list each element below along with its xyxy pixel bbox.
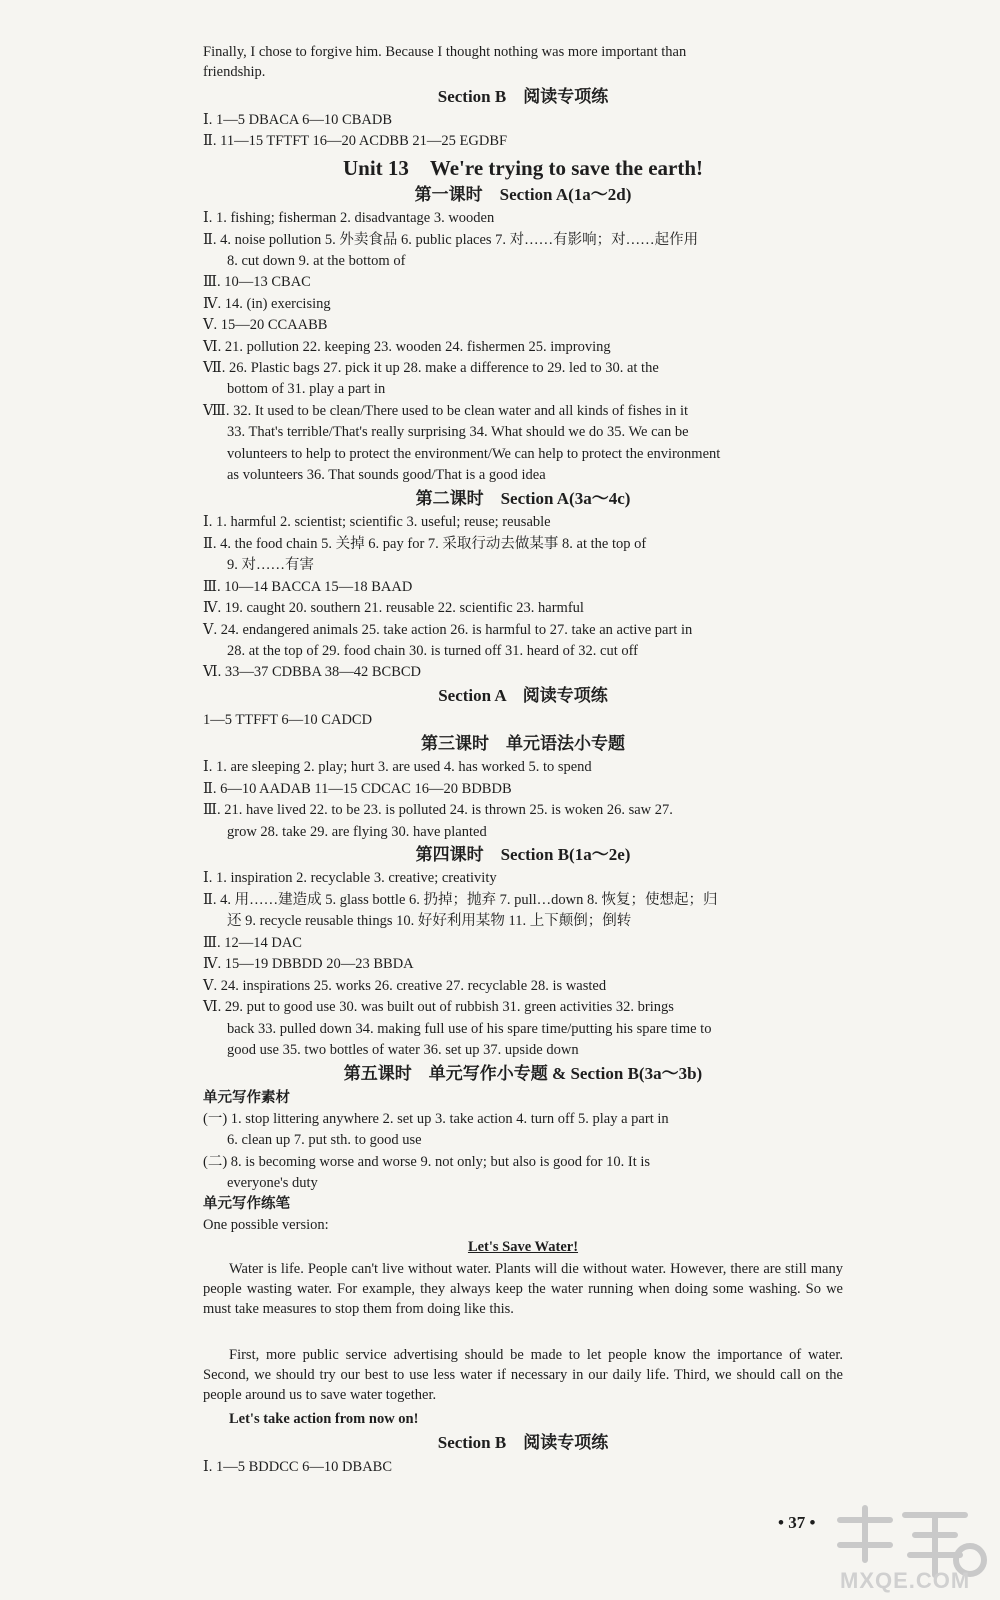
answer-line: 6. clean up 7. put sth. to good use [227,1132,422,1148]
answer-line: Ⅲ. 21. have lived 22. to be 23. is polluted 24. is thrown 25. is woken 26. saw 27. [203,802,673,818]
answer-line: 还 9. recycle reusable things 10. 好好利用某物 11. 上下颠倒；倒转 [227,913,632,929]
answer-line: Ⅵ. 33—37 CDBBA 38—42 BCBCD [203,664,422,680]
answer-line: grow 28. take 29. are flying 30. have planted [227,824,487,840]
answer-line: Ⅵ. 21. pollution 22. keeping 23. wooden 24. fishermen 25. improving [203,339,611,355]
essay-closing: Let's take action from now on! [229,1411,419,1427]
answer-line: Ⅲ. 10—14 BACCA 15—18 BAAD [203,579,413,595]
answer-line: Ⅰ. 1—5 DBACA 6—10 CBADB [203,112,393,128]
answer-line: Ⅲ. 10—13 CBAC [203,274,311,290]
answer-line: 9. 对……有害 [227,557,314,573]
answer-line: Ⅴ. 24. endangered animals 25. take action 26. is harmful to 27. take an active part in [203,622,693,638]
answer-line: Ⅰ. 1. inspiration 2. recyclable 3. creative; creativity [203,870,497,886]
answer-line: Ⅰ. 1. are sleeping 2. play; hurt 3. are used 4. has worked 5. to spend [203,759,592,775]
answer-line: Ⅶ. 26. Plastic bags 27. pick it up 28. make a difference to 29. led to 30. at the [203,360,659,376]
unit-title: Unit 13 We're trying to save the earth! [342,156,704,180]
text-line: friendship. [203,64,266,80]
answer-line: Ⅷ. 32. It used to be clean/There used to be clean water and all kinds of fishes in it [203,403,689,419]
answer-line: Ⅲ. 12—14 DAC [203,935,302,951]
answer-line: Ⅱ. 4. 用……建造成 5. glass bottle 6. 扔掉；抛弃 7. pull…down 8. 恢复；使想起；归 [203,892,718,908]
answer-line: Ⅴ. 15—20 CCAABB [203,317,328,333]
watermark-text: MXQE.COM [840,1568,971,1593]
answer-line: Ⅴ. 24. inspirations 25. works 26. creative 27. recyclable 28. is wasted [203,978,607,994]
answer-line: 28. at the top of 29. food chain 30. is turned off 31. heard of 32. cut off [227,643,639,659]
essay-title: Let's Save Water! [467,1239,579,1255]
answer-line: back 33. pulled down 34. making full use of his spare time/putting his spare time to [227,1021,712,1037]
answer-line: 1—5 TTFFT 6—10 CADCD [203,712,373,728]
answer-line: Ⅱ. 11—15 TFTFT 16—20 ACDBB 21—25 EGDBF [203,133,508,149]
essay-paragraph: First, more public service advertising should be made to let people know the importance of water. Second, we should try our best to use less water if necessary in our daily life. Third, we should call on the people around us to save water together. [203,1347,843,1403]
lesson-heading: 第四课时 Section B(1a～2e) [415,845,631,864]
answer-line: good use 35. two bottles of water 36. set up 37. upside down [227,1042,579,1058]
answer-line: everyone's duty [227,1175,318,1191]
section-heading: Section A 阅读专项练 [438,686,608,705]
answer-line: volunteers to help to protect the environment/We can help to protect the environment [227,446,721,462]
answer-line: Ⅳ. 14. (in) exercising [203,296,331,312]
answer-line: bottom of 31. play a part in [227,381,386,397]
lesson-heading: 第五课时 单元写作小专题 & Section B(3a～3b) [343,1064,703,1083]
text-line: One possible version: [203,1217,329,1233]
answer-line: Ⅵ. 29. put to good use 30. was built out of rubbish 31. green activities 32. brings [203,999,674,1015]
answer-line: (二) 8. is becoming worse and worse 9. not only; but also is good for 10. It is [203,1154,651,1170]
subheading: 单元写作素材 [203,1090,290,1106]
lesson-heading: 第二课时 Section A(3a～4c) [415,489,631,508]
answer-line: 8. cut down 9. at the bottom of [227,253,406,269]
answer-line: 33. That's terrible/That's really surprising 34. What should we do 35. We can be [227,424,689,440]
answer-line: Ⅰ. 1. harmful 2. scientist; scientific 3. useful; reuse; reusable [203,514,551,530]
answer-line: Ⅰ. 1—5 BDDCC 6—10 DBABC [203,1459,393,1475]
subheading: 单元写作练笔 [203,1196,290,1212]
answer-line: (一) 1. stop littering anywhere 2. set up 3. take action 4. turn off 5. play a part in [203,1111,669,1127]
answer-line: Ⅱ. 4. the food chain 5. 关掉 6. pay for 7. 采取行动去做某事 8. at the top of [203,536,647,552]
answer-line: Ⅱ. 6—10 AADAB 11—15 CDCAC 16—20 BDBDB [203,781,512,797]
section-heading: Section B 阅读专项练 [437,1433,609,1452]
answer-line: Ⅳ. 19. caught 20. southern 21. reusable 22. scientific 23. harmful [203,600,584,616]
lesson-heading: 第一课时 Section A(1a～2d) [414,185,632,204]
page-number: • 37 • [778,1513,816,1532]
lesson-heading: 第三课时 单元语法小专题 [421,734,625,753]
essay-paragraph: Water is life. People can't live without water. Plants will die without water. However, there are still many people wasting water. For example, they always keep the water running when doing some washing. So we must take measures to stop them from doing like this. [203,1261,843,1317]
answer-line: Ⅳ. 15—19 DBBDD 20—23 BBDA [203,956,414,972]
answer-line: as volunteers 36. That sounds good/That is a good idea [227,467,546,483]
text-line: Finally, I chose to forgive him. Because I thought nothing was more important than [203,44,687,60]
answer-line: Ⅰ. 1. fishing; fisherman 2. disadvantage 3. wooden [203,210,495,226]
section-heading: Section B 阅读专项练 [437,87,609,106]
answer-line: Ⅱ. 4. noise pollution 5. 外卖食品 6. public places 7. 对……有影响；对……起作用 [203,232,699,248]
